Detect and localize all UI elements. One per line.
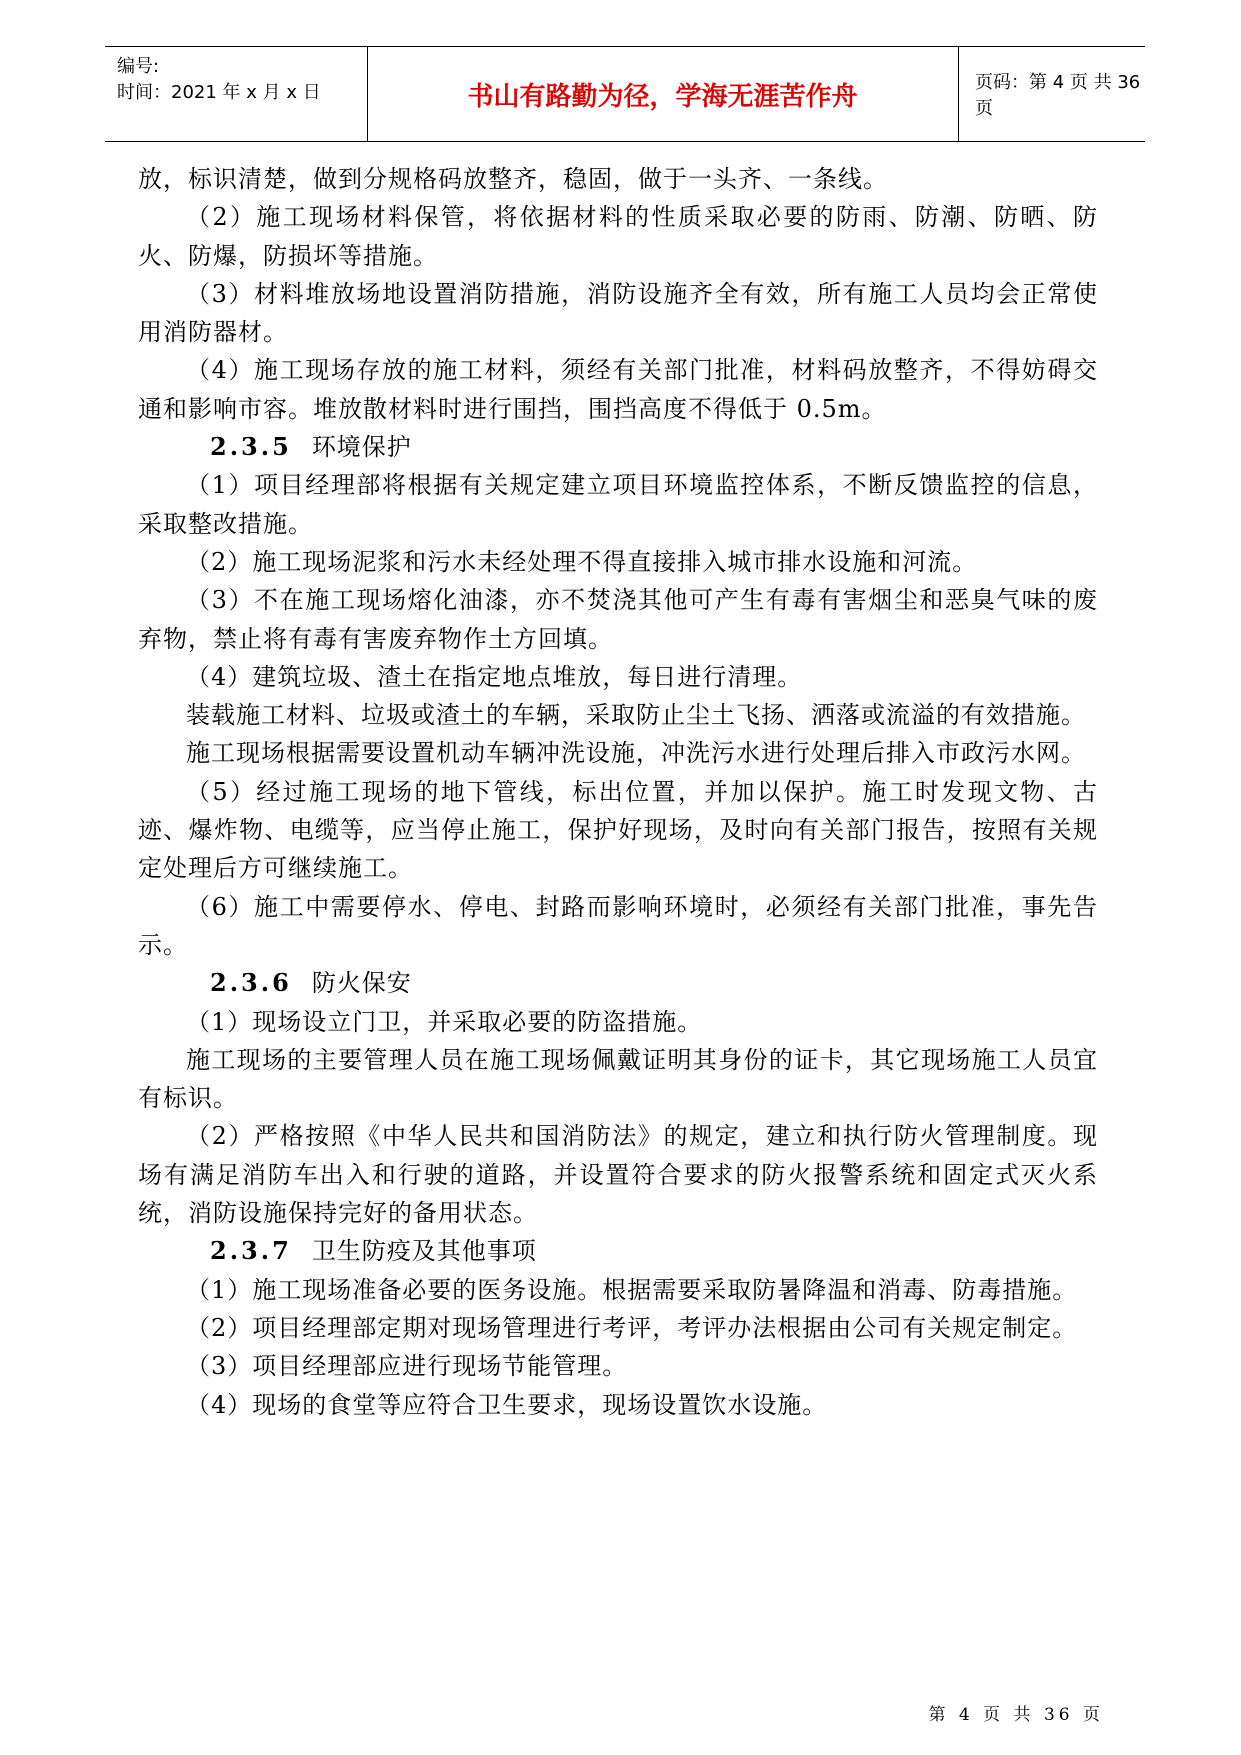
paragraph: （4）建筑垃圾、渣土在指定地点堆放，每日进行清理。 <box>186 662 803 691</box>
paragraph: （3）不在施工现场熔化油漆，亦不焚浇其他可产生有毒有害烟尘和恶臭气味的废弃物，禁止将有毒有害废弃物作土方回填。 <box>138 586 1098 653</box>
section-title: 卫生防疫及其他事项 <box>311 1237 537 1266</box>
paragraph: （4）施工现场存放的施工材料，须经有关部门批准，材料码放整齐，不得妨碍交通和影响市容。堆放散材料时进行围挡，围挡高度不得低于 0.5m。 <box>138 356 1098 423</box>
paragraph: （1）项目经理部将根据有关规定建立项目环境监控体系，不断反馈监控的信息，采取整改措施。 <box>138 471 1098 538</box>
header-meta <box>117 54 321 106</box>
section-title: 防火保安 <box>311 969 412 998</box>
paragraph: （2）项目经理部定期对现场管理进行考评，考评办法根据由公司有关规定制定。 <box>186 1313 1078 1342</box>
header-divider <box>958 46 959 142</box>
paragraph: （1）现场设立门卫，并采取必要的防盗措施。 <box>186 1007 703 1036</box>
paragraph: （1）施工现场准备必要的医务设施。根据需要采取防暑降温和消毒、防毒措施。 <box>186 1275 1078 1304</box>
section-number: 2.3.7 <box>210 1236 292 1266</box>
header-divider <box>367 46 368 142</box>
section-title: 环境保护 <box>311 433 412 462</box>
paragraph: （5）经过施工现场的地下管线，标出位置，并加以保护。施工时发现文物、古迹、爆炸物、电缆等，应当停止施工，保护好现场，及时向有关部门报告，按照有关规定处理后方可继续施工。 <box>138 777 1098 883</box>
section-heading <box>138 964 1098 1002</box>
paragraph: （4）现场的食堂等应符合卫生要求，现场设置饮水设施。 <box>186 1390 828 1419</box>
header-motto: 书山有路勤为径，学海无涯苦作舟 <box>467 81 858 112</box>
paragraph: 装载施工材料、垃圾或渣土的车辆，采取防止尘土飞扬、洒落或流溢的有效措施。 <box>186 701 1086 730</box>
paragraph: （2）施工现场泥浆和污水未经处理不得直接排入城市排水设施和河流。 <box>186 547 978 576</box>
section-heading <box>138 1232 1098 1270</box>
header-page-info: 页码：第 4 页 共 36 页 <box>975 72 1141 119</box>
document-body <box>138 160 1098 1424</box>
paragraph: （6）施工中需要停水、停电、封路而影响环境时，必须经有关部门批准，事先告示。 <box>138 892 1098 959</box>
page-footer: 第 4 页 共 36 页 <box>928 1705 1104 1725</box>
paragraph: （3）材料堆放场地设置消防措施，消防设施齐全有效，所有施工人员均会正常使用消防器材。 <box>138 279 1098 347</box>
paragraph: （2）严格按照《中华人民共和国消防法》的规定，建立和执行防火管理制度。现场有满足消防车出入和行驶的道路，并设置符合要求的防火报警系统和固定式灭火系统，消防设施保持完好的备用状态。 <box>138 1122 1098 1228</box>
paragraph: 施工现场根据需要设置机动车辆冲洗设施，冲洗污水进行处理后排入市政污水网。 <box>186 739 1086 768</box>
doc-time: 时间：2021 年 x 月 x 日 <box>117 82 321 103</box>
section-heading <box>138 428 1098 466</box>
section-number: 2.3.5 <box>210 432 292 462</box>
section-number: 2.3.6 <box>210 968 292 998</box>
paragraph: 放，标识清楚，做到分规格码放整齐，稳固，做于一头齐、一条线。 <box>138 165 888 193</box>
paragraph: 施工现场的主要管理人员在施工现场佩戴证明其身份的证卡，其它现场施工人员宜有标识。 <box>138 1045 1098 1113</box>
doc-number-label: 编号: <box>117 56 160 77</box>
page-header <box>105 46 1145 142</box>
paragraph: （2）施工现场材料保管，将依据材料的性质采取必要的防雨、防潮、防晒、防火、防爆，防损坏等措施。 <box>138 203 1098 270</box>
paragraph: （3）项目经理部应进行现场节能管理。 <box>186 1352 628 1381</box>
